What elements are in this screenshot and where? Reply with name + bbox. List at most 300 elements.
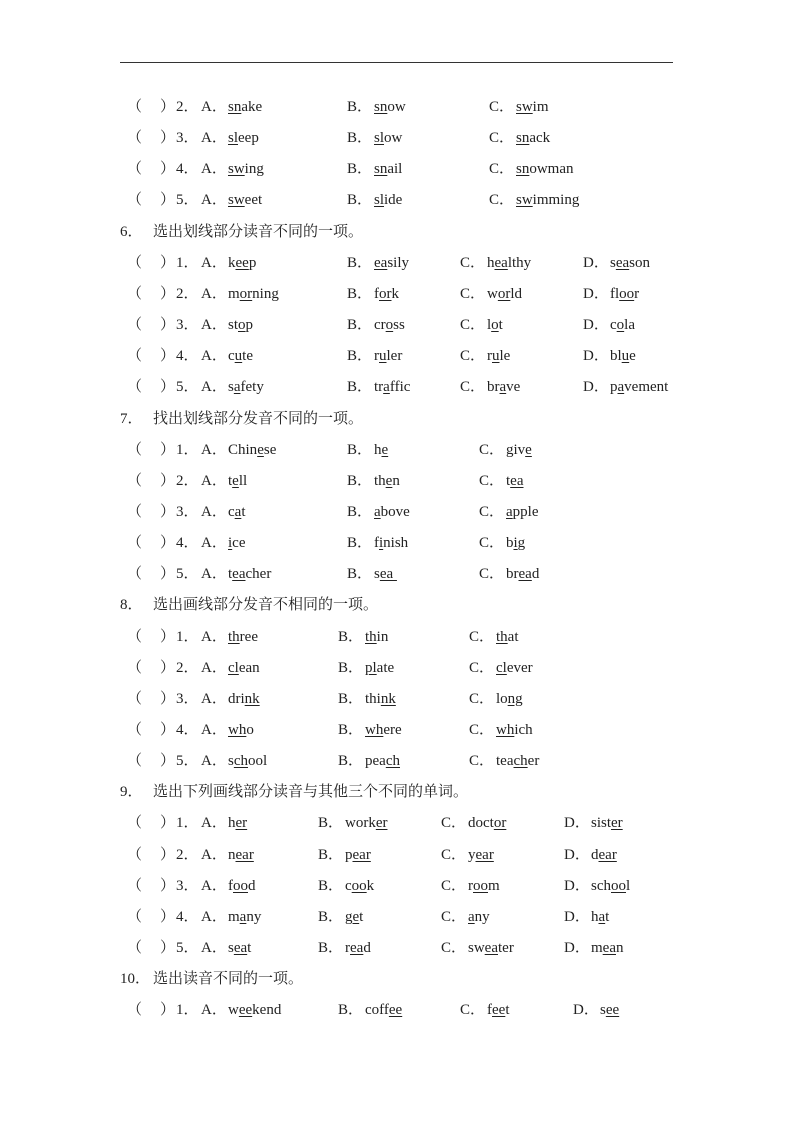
question-number: 1．: [176, 441, 199, 458]
option-b: [338, 720, 402, 740]
option-label: A．: [201, 628, 227, 645]
underlined-part: i: [513, 535, 518, 552]
option-label: C．: [441, 940, 467, 957]
option-label: A．: [201, 815, 227, 832]
answer-blank-close: ）: [160, 503, 176, 520]
option-b: [338, 1000, 402, 1020]
answer-blank-open: （: [127, 908, 143, 925]
word-prefix: h: [487, 254, 495, 271]
underlined-part: ng: [507, 690, 523, 707]
underlined-part: ea: [374, 254, 388, 271]
option-label: B．: [347, 192, 373, 209]
option-label: B．: [318, 815, 344, 832]
option-label: C．: [460, 254, 486, 271]
option-label: A．: [201, 659, 227, 676]
option-label: B．: [347, 317, 373, 334]
option-c: [460, 284, 522, 304]
question-number: 2．: [176, 846, 199, 863]
word-suffix: at: [507, 628, 519, 645]
word-suffix: ail: [387, 161, 403, 178]
word-suffix: eet: [244, 192, 263, 209]
word-prefix: thi: [365, 690, 381, 707]
option-d: [583, 346, 636, 366]
question-number: 4．: [176, 722, 199, 738]
option-label: B．: [347, 254, 373, 271]
word-prefix: p: [610, 379, 618, 396]
option-label: B．: [338, 690, 364, 707]
option-c: [489, 97, 549, 117]
option-b: [338, 689, 396, 709]
underlined-part: a: [617, 379, 625, 396]
word-suffix: imming: [532, 192, 580, 209]
option-a: [201, 315, 253, 335]
question-number: 5．: [176, 192, 199, 209]
option-label: C．: [469, 722, 495, 738]
word-suffix: eep: [238, 130, 259, 147]
underlined-part: oo: [611, 877, 626, 894]
word-suffix: ny: [246, 908, 262, 925]
question-number: 1．: [176, 628, 199, 645]
word-suffix: t: [359, 908, 364, 925]
word-prefix: r: [487, 348, 492, 365]
option-a: [201, 907, 261, 927]
option-label: A．: [201, 348, 227, 365]
option-label: C．: [469, 628, 495, 645]
answer-blank-open: （: [127, 99, 143, 115]
option-a: [201, 627, 258, 647]
option-label: B．: [347, 472, 373, 489]
underlined-part: or: [497, 285, 511, 302]
option-label: C．: [489, 161, 515, 178]
question-number: 3．: [176, 503, 199, 520]
option-b: [318, 907, 363, 927]
answer-blank-open: （: [127, 535, 143, 552]
option-label: A．: [201, 192, 227, 209]
option-label: D．: [583, 317, 609, 334]
question-number: 5．: [176, 566, 199, 583]
underlined-part: pl: [365, 659, 377, 676]
option-label: D．: [564, 877, 590, 894]
underlined-part: ear: [598, 846, 617, 863]
option-c: [469, 720, 533, 740]
option-a: [201, 1000, 281, 1020]
underlined-part: er: [611, 815, 623, 832]
option-label: C．: [479, 535, 505, 552]
option-label: B．: [347, 130, 373, 147]
underlined-part: u: [621, 348, 630, 365]
option-label: A．: [201, 908, 227, 925]
answer-blank-open: （: [127, 566, 143, 583]
option-a: [201, 813, 247, 833]
underlined-part: a: [499, 379, 507, 396]
word-suffix: ing: [244, 161, 264, 178]
underlined-part: a: [383, 379, 390, 396]
question-number: 3．: [176, 877, 199, 894]
word-prefix: s: [228, 379, 234, 396]
underlined-part: er: [235, 815, 248, 832]
word-prefix: f: [374, 535, 379, 552]
underlined-part: ee: [492, 1002, 506, 1019]
underlined-part: ee: [235, 254, 249, 271]
option-label: A．: [201, 722, 227, 738]
word-suffix: er: [527, 753, 540, 770]
answer-blank-close: ）: [160, 722, 176, 738]
answer-blank-open: （: [127, 285, 143, 302]
option-label: A．: [201, 317, 227, 334]
answer-blank-open: （: [127, 379, 143, 396]
answer-blank-close: ）: [160, 535, 176, 552]
option-label: C．: [479, 503, 505, 520]
option-b: [338, 751, 400, 771]
option-c: [479, 471, 524, 491]
option-b: [347, 128, 402, 148]
word-suffix: kend: [252, 1002, 282, 1019]
underlined-part: wh: [228, 722, 247, 738]
word-suffix: ow: [384, 130, 403, 147]
word-suffix: n: [392, 472, 400, 489]
option-label: B．: [338, 659, 364, 676]
word-suffix: ever: [506, 659, 533, 676]
option-c: [469, 658, 533, 678]
option-label: A．: [201, 441, 227, 458]
question-number: 3．: [176, 690, 199, 707]
word-prefix: r: [345, 940, 350, 957]
answer-blank-close: ）: [160, 846, 176, 863]
word-suffix: ve: [506, 379, 521, 396]
word-prefix: cr: [374, 317, 386, 334]
word-suffix: ean: [238, 659, 260, 676]
question-number: 2．: [176, 659, 199, 676]
word-suffix: ce: [232, 535, 246, 552]
option-label: D．: [564, 846, 590, 863]
option-a: [201, 751, 267, 771]
word-prefix: y: [468, 846, 476, 863]
word-prefix: br: [506, 566, 519, 583]
underlined-part: o: [238, 317, 246, 334]
word-suffix: k: [391, 285, 399, 302]
word-suffix: m: [488, 877, 500, 894]
underlined-part: i: [228, 535, 233, 552]
underlined-part: e: [525, 441, 532, 458]
answer-blank-close: ）: [160, 690, 176, 707]
option-label: A．: [201, 940, 227, 957]
word-prefix: b: [506, 535, 514, 552]
underlined-part: or: [379, 285, 392, 302]
option-c: [479, 440, 532, 460]
word-suffix: ning: [252, 285, 279, 302]
word-prefix: n: [228, 846, 236, 863]
answer-blank-open: （: [127, 317, 143, 334]
option-d: [573, 1000, 619, 1020]
underlined-part: ea: [615, 254, 630, 271]
option-b: [347, 377, 410, 397]
option-a: [201, 689, 260, 709]
word-suffix: t: [505, 1002, 510, 1019]
underlined-part: oo: [351, 877, 367, 894]
word-suffix: in: [376, 628, 389, 645]
underlined-part: sw: [228, 192, 245, 209]
question-number: 2．: [176, 472, 199, 489]
underlined-part: cl: [496, 659, 507, 676]
option-label: A．: [201, 535, 227, 552]
option-label: D．: [583, 348, 609, 365]
option-label: D．: [564, 908, 590, 925]
word-prefix: w: [487, 285, 498, 302]
option-a: [201, 658, 260, 678]
option-label: B．: [347, 285, 373, 302]
option-a: [201, 159, 264, 179]
option-b: [347, 315, 405, 335]
option-label: A．: [201, 753, 227, 770]
underlined-part: o: [616, 317, 625, 334]
option-b: [318, 938, 371, 958]
option-label: A．: [201, 130, 227, 147]
underlined-part: th: [496, 628, 508, 645]
underlined-part: ea: [602, 940, 616, 957]
answer-blank-close: ）: [160, 659, 176, 676]
word-prefix: coff: [365, 1002, 389, 1019]
option-label: C．: [479, 566, 505, 583]
word-prefix: m: [228, 908, 240, 925]
option-label: D．: [583, 379, 609, 396]
option-c: [489, 128, 550, 148]
question-number: 2．: [176, 99, 199, 115]
word-suffix: l: [626, 877, 631, 894]
option-label: C．: [441, 815, 467, 832]
option-label: C．: [489, 130, 515, 147]
word-suffix: t: [498, 317, 503, 334]
answer-blank-close: ）: [160, 379, 176, 396]
answer-blank-open: （: [127, 161, 143, 178]
word-prefix: h: [591, 908, 599, 925]
option-d: [564, 813, 623, 833]
section-number: 7．: [120, 410, 143, 427]
underlined-part: sl: [374, 192, 385, 209]
underlined-part: sn: [516, 130, 530, 147]
underlined-part: ear: [352, 846, 371, 863]
section-title: 选出读音不同的一项。: [153, 971, 304, 988]
answer-blank-close: ）: [160, 908, 176, 925]
word-prefix: st: [228, 317, 239, 334]
underlined-part: sn: [516, 161, 530, 178]
word-suffix: cher: [245, 566, 272, 583]
word-suffix: se: [263, 441, 277, 458]
answer-blank-open: （: [127, 690, 143, 707]
word-prefix: tr: [374, 379, 384, 396]
underlined-part: wh: [365, 722, 384, 738]
underlined-part: ea: [379, 566, 397, 583]
answer-blank-close: ）: [160, 1002, 176, 1019]
answer-blank-open: （: [127, 348, 143, 365]
option-label: A．: [201, 877, 227, 894]
option-label: B．: [338, 628, 364, 645]
option-a: [201, 190, 262, 210]
word-suffix: ld: [510, 285, 523, 302]
question-number: 1．: [176, 815, 199, 832]
option-label: B．: [318, 940, 344, 957]
option-label: C．: [441, 877, 467, 894]
underlined-part: ch: [233, 753, 249, 770]
answer-blank-close: ）: [160, 348, 176, 365]
option-label: D．: [564, 940, 590, 957]
underlined-part: sn: [374, 99, 388, 115]
underlined-part: ea: [232, 566, 246, 583]
word-suffix: ter: [498, 940, 514, 957]
option-d: [564, 907, 609, 927]
option-d: [583, 377, 668, 397]
word-suffix: lthy: [507, 254, 532, 271]
question-number: 1．: [176, 254, 199, 271]
word-suffix: ll: [238, 472, 248, 489]
answer-blank-open: （: [127, 722, 143, 738]
word-prefix: sw: [468, 940, 485, 957]
word-prefix: p: [345, 846, 353, 863]
option-label: A．: [201, 566, 227, 583]
option-label: C．: [441, 846, 467, 863]
option-a: [201, 471, 247, 491]
answer-blank-open: （: [127, 1002, 143, 1019]
word-prefix: work: [345, 815, 376, 832]
question-number: 5．: [176, 753, 199, 770]
option-c: [441, 938, 514, 958]
section-number: 9．: [120, 784, 143, 801]
question-number: 5．: [176, 379, 199, 396]
answer-blank-open: （: [127, 472, 143, 489]
question-number: 4．: [176, 535, 199, 552]
underlined-part: ea: [518, 566, 532, 583]
option-label: C．: [460, 348, 486, 365]
option-a: [201, 440, 276, 460]
word-suffix: ss: [393, 317, 405, 334]
word-prefix: r: [468, 877, 473, 894]
option-label: A．: [201, 254, 227, 271]
option-d: [564, 876, 630, 896]
option-label: B．: [347, 535, 373, 552]
option-label: D．: [583, 285, 609, 302]
word-prefix: pea: [365, 753, 386, 770]
underlined-part: er: [375, 815, 388, 832]
question-number: 3．: [176, 130, 199, 147]
word-suffix: o: [246, 722, 254, 738]
option-d: [564, 938, 624, 958]
underlined-part: o: [491, 317, 499, 334]
word-prefix: f: [487, 1002, 492, 1019]
option-label: B．: [338, 722, 364, 738]
underlined-part: sn: [228, 99, 242, 115]
word-suffix: e: [629, 348, 636, 365]
underlined-part: th: [365, 628, 377, 645]
word-prefix: t: [228, 472, 233, 489]
underlined-part: a: [506, 503, 513, 520]
option-label: C．: [460, 317, 486, 334]
word-suffix: ate: [376, 659, 395, 676]
word-prefix: m: [591, 940, 603, 957]
option-label: A．: [201, 379, 227, 396]
word-prefix: s: [228, 940, 234, 957]
word-prefix: tea: [496, 753, 514, 770]
option-label: C．: [469, 659, 495, 676]
option-label: C．: [469, 753, 495, 770]
answer-blank-close: ）: [160, 472, 176, 489]
option-label: C．: [460, 285, 486, 302]
option-c: [469, 627, 519, 647]
word-suffix: ich: [514, 722, 533, 738]
word-prefix: s: [610, 254, 616, 271]
word-suffix: nish: [383, 535, 409, 552]
option-b: [347, 190, 402, 210]
option-b: [347, 284, 399, 304]
word-suffix: d: [248, 877, 256, 894]
option-a: [201, 564, 271, 584]
option-a: [201, 876, 256, 896]
question-number: 1．: [176, 1002, 199, 1019]
word-prefix: k: [228, 254, 236, 271]
option-label: C．: [489, 192, 515, 209]
option-c: [441, 813, 506, 833]
underlined-part: wh: [496, 722, 515, 738]
option-b: [347, 564, 397, 584]
word-suffix: vement: [624, 379, 669, 396]
option-c: [479, 533, 525, 553]
underlined-part: ea: [510, 472, 524, 489]
question-number: 4．: [176, 908, 199, 925]
underlined-part: u: [234, 348, 243, 365]
option-c: [441, 907, 490, 927]
option-b: [347, 502, 410, 522]
question-number: 2．: [176, 285, 199, 302]
answer-blank-open: （: [127, 441, 143, 458]
underlined-part: ch: [385, 753, 400, 770]
underlined-part: ea: [494, 254, 508, 271]
answer-blank-close: ）: [160, 566, 176, 583]
option-label: A．: [201, 161, 227, 178]
option-a: [201, 533, 246, 553]
answer-blank-close: ）: [160, 99, 176, 115]
underlined-part: a: [234, 503, 242, 520]
word-prefix: br: [487, 379, 500, 396]
option-label: A．: [201, 846, 227, 863]
answer-blank-open: （: [127, 628, 143, 645]
underlined-part: ee: [605, 1002, 620, 1019]
underlined-part: e: [381, 441, 389, 458]
option-label: B．: [347, 348, 373, 365]
word-prefix: sch: [591, 877, 611, 894]
word-prefix: h: [228, 815, 236, 832]
word-prefix: f: [374, 285, 379, 302]
option-label: B．: [347, 379, 373, 396]
underlined-part: sw: [516, 99, 533, 115]
section-number: 8．: [120, 597, 143, 614]
option-b: [338, 627, 388, 647]
word-prefix: fl: [610, 285, 620, 302]
header-rule: [120, 62, 673, 63]
underlined-part: a: [598, 908, 606, 925]
underlined-part: sl: [228, 130, 239, 147]
option-a: [201, 845, 254, 865]
underlined-part: ea: [350, 940, 364, 957]
word-prefix: bl: [610, 348, 622, 365]
option-c: [469, 751, 539, 771]
option-a: [201, 253, 256, 273]
section-number: 6．: [120, 223, 143, 240]
underlined-part: a: [233, 379, 241, 396]
word-suffix: im: [532, 99, 549, 115]
answer-blank-open: （: [127, 192, 143, 209]
answer-blank-close: ）: [160, 441, 176, 458]
answer-blank-close: ）: [160, 753, 176, 770]
underlined-part: cl: [228, 659, 239, 676]
option-label: A．: [201, 503, 227, 520]
